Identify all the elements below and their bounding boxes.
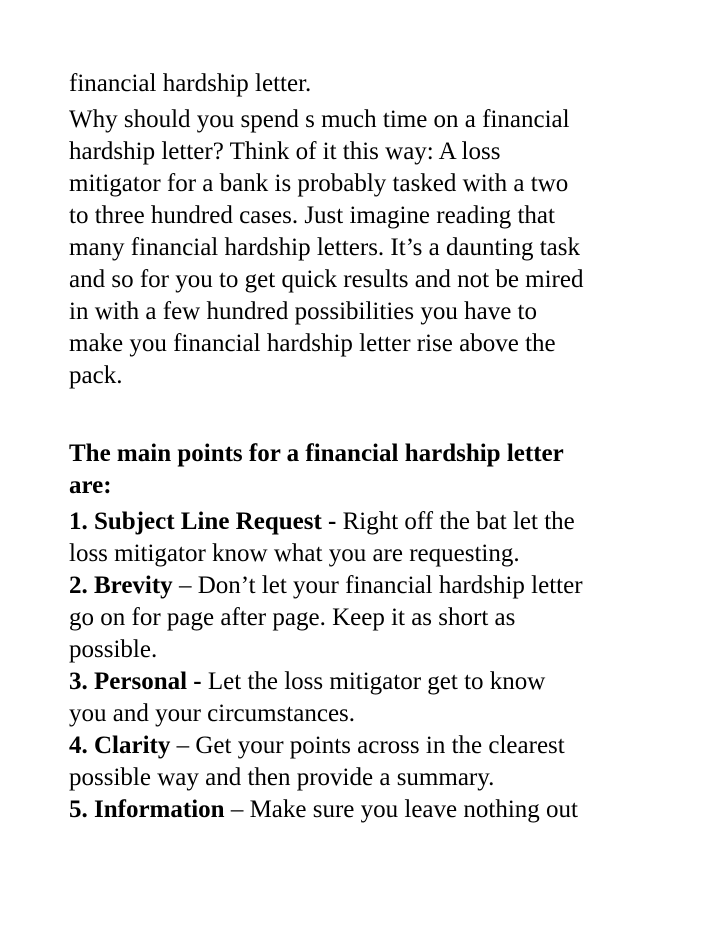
text-line: many financial hardship letters. It’s a daunting task [69, 234, 580, 261]
list-item-label: 3. Personal - [69, 668, 202, 695]
text-line: to three hundred cases. Just imagine reading that [69, 202, 555, 229]
text-line: make you financial hardship letter rise above the [69, 330, 556, 357]
text-line: in with a few hundred possibilities you have to [69, 298, 537, 325]
heading-line: The main points for a financial hardship letter [69, 440, 564, 467]
text-line: mitigator for a bank is probably tasked with a two [69, 170, 569, 197]
list-item-label: 2. Brevity [69, 572, 173, 599]
text-line: Why should you spend s much time on a financial [69, 106, 570, 133]
list-item-text: – Get your points across in the clearest [170, 732, 565, 759]
list-line [69, 602, 669, 634]
list-line [69, 570, 669, 602]
list-item-text: loss mitigator know what you are requesting. [69, 540, 520, 567]
list-line [69, 794, 669, 826]
list-item-text: Let the loss mitigator get to know [201, 668, 546, 695]
list-item-label: 1. Subject Line Request - [69, 508, 337, 535]
text-line: financial hardship letter. [69, 70, 312, 97]
list-line [69, 634, 669, 666]
list-item-label: 4. Clarity [69, 732, 171, 759]
list-item-label: 5. Information [69, 796, 225, 823]
heading-line: are: [69, 472, 112, 499]
list-line [69, 730, 669, 762]
list-item-text: go on for page after page. Keep it as short as [69, 604, 516, 631]
list-line [69, 538, 669, 570]
text-line: hardship letter? Think of it this way: A loss [69, 138, 501, 165]
text-line: and so for you to get quick results and not be mired [69, 266, 584, 293]
list-item-text: – Make sure you leave nothing out [224, 796, 578, 823]
body-paragraph [69, 104, 669, 392]
list-line [69, 506, 669, 538]
continued-fragment [69, 68, 669, 100]
list-item-text: possible way and then provide a summary. [69, 764, 495, 791]
list-line [69, 666, 669, 698]
text-line: pack. [69, 362, 123, 389]
list-item-text: Right off the bat let the [336, 508, 575, 535]
document-page [69, 68, 669, 826]
section-heading [69, 438, 669, 502]
list-line [69, 762, 669, 794]
list-line [69, 698, 669, 730]
list-item-text: you and your circumstances. [69, 700, 356, 727]
list-item-text: – Don’t let your financial hardship letter [172, 572, 583, 599]
list-item-text: possible. [69, 636, 158, 663]
points-list [69, 506, 669, 826]
